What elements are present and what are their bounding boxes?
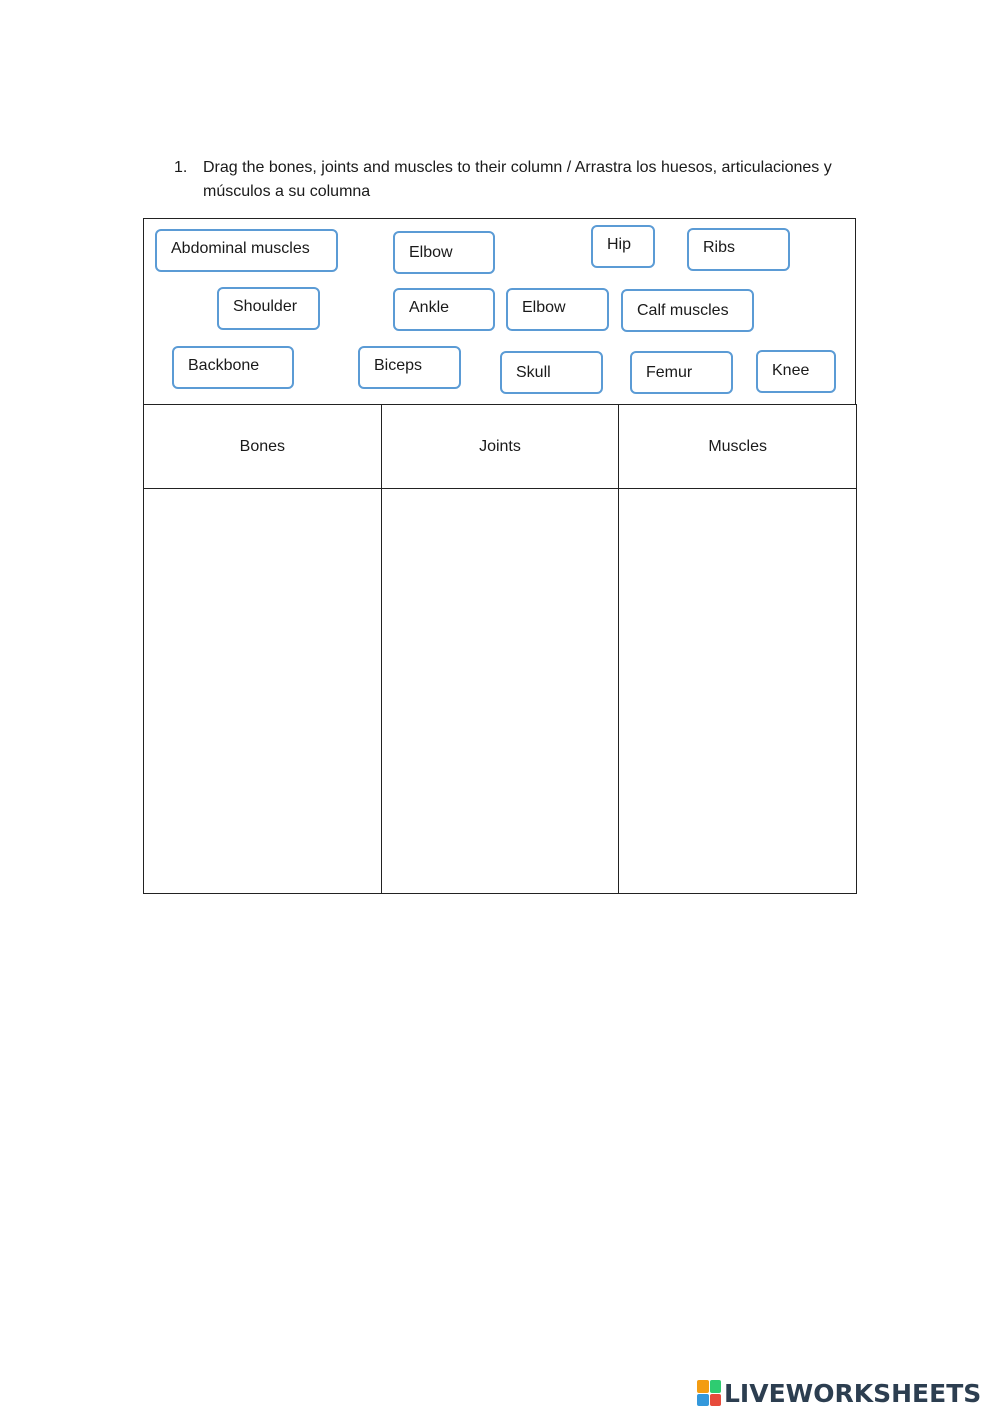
instruction: [174, 156, 874, 204]
column-header-row: [144, 405, 857, 489]
logo-square-2: [710, 1380, 722, 1393]
logo-square-4: [710, 1394, 722, 1407]
drop-zone-muscles[interactable]: [619, 489, 857, 894]
logo-square-3: [697, 1394, 709, 1407]
logo-square-1: [697, 1380, 709, 1393]
draggable-word-elbow-2[interactable]: Elbow: [506, 288, 609, 331]
word-bank: [143, 218, 856, 404]
column-header-muscles: Muscles: [619, 405, 857, 489]
logo-text: LIVEWORKSHEETS: [724, 1378, 982, 1408]
draggable-word-skull[interactable]: Skull: [500, 351, 603, 394]
liveworksheets-logo: [697, 1378, 981, 1408]
draggable-word-femur[interactable]: Femur: [630, 351, 733, 394]
draggable-word-biceps[interactable]: Biceps: [358, 346, 461, 389]
draggable-word-ankle[interactable]: Ankle: [393, 288, 495, 331]
draggable-word-shoulder[interactable]: Shoulder: [217, 287, 320, 330]
draggable-word-calf-muscles[interactable]: Calf muscles: [621, 289, 754, 332]
draggable-word-hip[interactable]: Hip: [591, 225, 655, 268]
draggable-word-ribs[interactable]: Ribs: [687, 228, 790, 271]
drop-zone-row: [144, 489, 857, 894]
drop-zone-joints[interactable]: [381, 489, 619, 894]
drop-zone-bones[interactable]: [144, 489, 382, 894]
logo-mark-icon: [697, 1380, 721, 1406]
column-header-bones: Bones: [144, 405, 382, 489]
draggable-word-knee[interactable]: Knee: [756, 350, 836, 393]
column-header-joints: Joints: [381, 405, 619, 489]
instruction-text: Drag the bones, joints and muscles to their column / Arrastra los huesos, articulaciones y músculos a su columna: [203, 159, 832, 200]
instruction-number: 1.: [174, 159, 188, 176]
draggable-word-elbow[interactable]: Elbow: [393, 231, 495, 274]
sorting-table: [143, 404, 857, 894]
draggable-word-abdominal-muscles[interactable]: Abdominal muscles: [155, 229, 338, 272]
draggable-word-backbone[interactable]: Backbone: [172, 346, 294, 389]
